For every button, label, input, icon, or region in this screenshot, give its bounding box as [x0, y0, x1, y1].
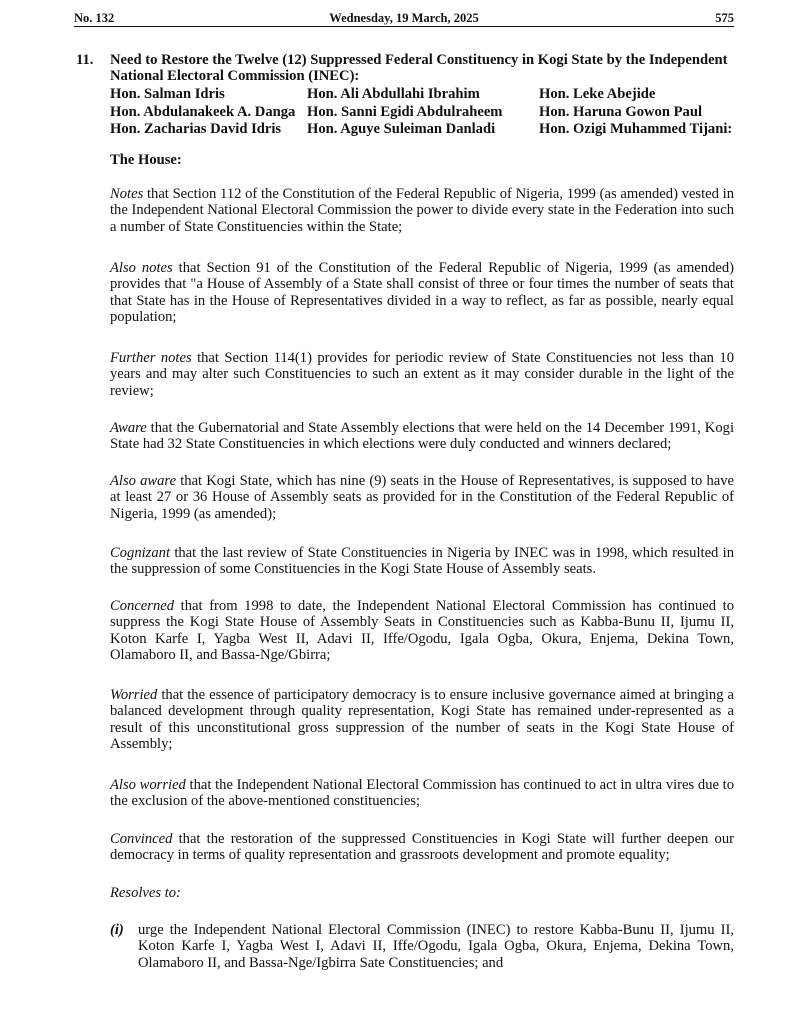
paragraph-aware	[110, 420, 734, 453]
paragraph-lead: Further notes	[110, 350, 192, 366]
paragraph-text: that Kogi State, which has nine (9) seats in the House of Representatives, is supposed to have at least 27 or 36 House of Assembly seats as provided for in the Constitution of the Federal Republic of Nigeria, 1999 (as amended);	[110, 473, 734, 522]
sponsors-column-2	[307, 86, 502, 139]
motion-title: Need to Restore the Twelve (12) Suppressed Federal Constituency in Kogi State by the Independent National Electoral Commission (INEC):	[110, 52, 728, 85]
sponsor: Hon. Aguye Suleiman Danladi	[307, 121, 496, 137]
sponsor: Hon. Ali Abdullahi Ibrahim	[307, 86, 480, 102]
issue-number: No. 132	[74, 11, 115, 25]
paragraph-text: that the restoration of the suppressed Constituencies in Kogi State will further deepen our democracy in terms of quality representation and grassroots development and promote equality;	[110, 831, 734, 864]
paragraph-text: that the essence of participatory democracy is to ensure inclusive governance aimed at bringing a balanced development through quality representation, Kogi State has remained under-represented as a result of this unconstitutional gross suppression of the number of seats in the Kogi State House of Assembly;	[110, 687, 734, 753]
paragraph-cognizant	[110, 545, 734, 578]
paragraph-also-worried	[110, 777, 734, 810]
paragraph-text: that the Independent National Electoral Commission has continued to act in ultra vires due to the exclusion of the above-mentioned constituencies;	[110, 777, 735, 810]
paragraph-text: that the last review of State Constituencies in Nigeria by INEC was in 1998, which resulted in the suppression of some Constituencies in the Kogi State House of Assembly seats.	[110, 545, 734, 578]
paragraph-lead: Worried	[110, 687, 158, 703]
sponsor: Hon. Zacharias David Idris	[110, 121, 282, 137]
paragraph-lead: Notes	[110, 186, 144, 202]
page-number: 575	[715, 11, 734, 25]
paragraph-lead: Cognizant	[110, 545, 171, 561]
paragraph-lead: Aware	[110, 420, 147, 436]
paragraph-lead: Also notes	[110, 260, 173, 276]
paragraph-worried	[110, 687, 734, 753]
sponsor: Hon. Abdulanakeek A. Danga	[110, 103, 296, 120]
paragraph-lead: Also worried	[110, 777, 186, 793]
sponsors-column-1	[110, 86, 295, 139]
issue-date: Wednesday, 19 March, 2025	[329, 11, 479, 25]
paragraph-convinced	[110, 831, 734, 864]
resolution-number: (i)	[110, 922, 124, 938]
paragraph-text: that Section 112 of the Constitution of the Federal Republic of Nigeria, 1999 (as amended) vested in the Independent National Electoral Commission the power to divide every state in the Federation into such a number of State Constituencies within the State;	[110, 186, 734, 235]
paragraph-lead: Convinced	[110, 831, 173, 847]
paragraph-also-notes	[110, 260, 734, 326]
sponsor: Hon. Salman Idris	[110, 86, 225, 102]
sponsor: Hon. Haruna Gowon Paul	[539, 103, 702, 120]
paragraph-lead: Concerned	[110, 598, 175, 614]
paragraph-also-aware	[110, 473, 734, 522]
paragraph-notes	[110, 186, 734, 235]
paragraph-text: that Section 114(1) provides for periodic review of State Constituencies not less than 10 years and may alter such Constituencies to such an extent as it may consider durable in the light of the review;	[110, 350, 734, 399]
paragraph-further-notes	[110, 350, 734, 399]
resolves-heading: Resolves to:	[110, 885, 181, 901]
paragraph-lead: Also aware	[110, 473, 177, 489]
page-header	[74, 6, 734, 27]
motion-number: 11.	[76, 52, 94, 68]
paragraph-text: that from 1998 to date, the Independent National Electoral Commission has continued to suppress the Kogi State House of Assembly Seats in Constituencies such as Kabba-Bunu II, Ijumu II, Koton Karfe I, Yagba West II, Adavi II, Iffe/Ogodu, Igala Ogba, Okura, Enjema, Dekina Town, Olamaboro II, and Bassa-Nge/Gbirra;	[110, 598, 734, 664]
resolution-text: urge the Independent National Electoral Commission (INEC) to restore Kabba-Bunu II, Ijumu II, Koton Karfe I, Yagba West I, Adavi II, Iffe/Ogodu, Igala Ogba, Okura, Enjema, Dekina Town, Olamaboro II, and Bassa-Nge/Igbirra Sate Constituencies; and	[138, 922, 734, 971]
sponsor: Hon. Leke Abejide	[539, 86, 656, 102]
paragraph-concerned	[110, 598, 734, 664]
sponsor: Hon. Sanni Egidi Abdulraheem	[307, 103, 503, 120]
house-heading: The House:	[110, 152, 182, 168]
paragraph-text: that Section 91 of the Constitution of the Federal Republic of Nigeria, 1999 (as amended) provides that "a House of Assembly of a State shall consist of three or four times the number of seats that that State has in the House of Representatives divided in a way to reflect, as far as possible, nearly equal population;	[110, 260, 734, 326]
paragraph-text: that the Gubernatorial and State Assembly elections that were held on the 14 December 1991, Kogi State had 32 State Constituencies in which elections were duly conducted and winners declared;	[110, 420, 734, 453]
sponsors-column-3	[539, 86, 732, 139]
sponsor: Hon. Ozigi Muhammed Tijani:	[539, 121, 733, 137]
